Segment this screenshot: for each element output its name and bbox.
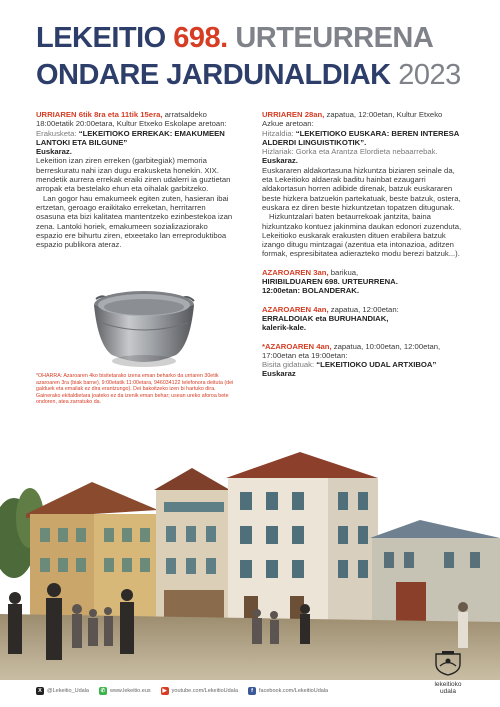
exhibition-paragraph-2: Lan gogor hau emakumeek egiten zuten, hasieran ibai ertzetan, geroago eraikitako erreketan, herritarren osasuna eta bizi kalitatea mantentzeko ezinbestekoa izan zena. Lantoki horiek, emakumeen sozializaziorako espazio ere bihurtu ziren, etxeetako lan erreproduktiboa espazio publikora ateraz. bbox=[36, 193, 233, 250]
anniversary-event bbox=[262, 268, 464, 296]
talk-title: Hitzaldia: “LEKEITIOKO EUSKARA: BEREN INTERESA ALDERDI LINGUISTIKOTIK”. bbox=[262, 128, 460, 147]
footer-social bbox=[36, 686, 328, 696]
anniversary-title: HIRIBILDUAREN 698. URTEURRENA. bbox=[262, 277, 398, 287]
talk-speakers: Hizlariak: Gorka eta Arantza Elordieta nebaarrebak. Euskaraz. bbox=[262, 147, 438, 166]
twitter-icon: X bbox=[36, 687, 44, 695]
archive-visit-event bbox=[262, 342, 464, 379]
headline-line-1 bbox=[36, 21, 433, 55]
headline-year: 2023 bbox=[398, 59, 461, 91]
giants-title: ERRALDOIAK eta BURUHANDIAK, bbox=[262, 313, 389, 323]
talk-event bbox=[262, 110, 464, 259]
archive-visit-language: Euskaraz bbox=[262, 369, 296, 379]
footer-twitter[interactable]: X @Lekeitio_Udala bbox=[36, 687, 89, 695]
coat-of-arms-icon bbox=[433, 650, 463, 676]
giants-event bbox=[262, 305, 464, 333]
registration-note bbox=[36, 373, 240, 406]
footer-facebook[interactable]: f facebook.com/LekeitioUdala bbox=[248, 687, 328, 695]
exhibition-date: URRIAREN 6tik 8ra eta 11tik 15era, arratsaldeko 18:00etatik 20:00etara, Kultur Etxeko Eskolape aretoan: bbox=[36, 110, 227, 129]
exhibition-paragraph-1: Lekeition izan ziren erreken (garbitegiak) memoria berreskuratu nahi izan dugu erakusketa honekin. XIX. mendetik aurrera errekak eraiki ziren udalerri ia guztietan arropak eta bestelako ehun eta oihalak garbitzeko. bbox=[36, 156, 231, 194]
giants-subtitle: kalerik-kale. bbox=[262, 323, 307, 333]
headline-event-name: ONDARE JARDUNALDIAK bbox=[36, 59, 391, 91]
giants-date: AZAROAREN 4an, zapatua, 12:00etan: bbox=[262, 304, 399, 314]
exhibition-title: Erakusketa: “LEKEITIOKO ERREKAK: EMAKUMEEN LANTOKI ETA BILGUNE” bbox=[36, 128, 225, 147]
headline-anniversary-number: 698. bbox=[173, 22, 228, 54]
exhibition-language: Euskaraz. bbox=[36, 147, 72, 157]
facebook-icon: f bbox=[248, 687, 256, 695]
headline-town: LEKEITIO bbox=[36, 22, 166, 54]
anniversary-date: AZAROAREN 3an, barikua, bbox=[262, 267, 359, 277]
left-column bbox=[36, 110, 236, 249]
archive-visit-date: *AZAROAREN 4an, zapatua, 10:00etan, 12:00etan, 17:00etan eta 19:00etan: bbox=[262, 341, 441, 360]
logo-text-line-2: udala bbox=[440, 688, 456, 695]
washtub-image bbox=[90, 283, 198, 371]
headline-line-2 bbox=[36, 58, 461, 92]
talk-paragraph-2: Hizkuntzalari baten betaurrekoak jantzita, baina hizkuntzako kontuez jakinmina daukan edonori zuzenduta, Lekeitioko euskarak erakusten dituen erabilera batzuk izango ditugu mintzagai (azentua eta intonazioa, aditzen formak, espresibitatea adierazteko modu berezi batzuk...). bbox=[262, 212, 462, 259]
footer-web[interactable]: ✆ www.lekeitio.eus bbox=[100, 688, 151, 694]
archive-visit-title: Bisita gidatuak: “LEKEITIOKO UDAL ARTXIBOA” bbox=[262, 360, 437, 370]
headline-anniversary-word: URTEURRENA bbox=[235, 22, 434, 54]
capacity-note-text: Gainerako ekitaldietara joateko ez da izenik eman behar; usean ureko aforoa bete ondoren, atea zarratuko da. bbox=[36, 392, 229, 406]
registration-note-text: *OHARRA: Azaroaren 4ko bisitetarako izena eman beharko da urriaren 30etik azaroaren 3ra (biak barne), 9:00etatik 11:00etara, 946034122 telefonora deituta (dei galduek eta emailak ez dira erantzungo). Dei bakoitzeko izen bi hartuko dira. bbox=[36, 373, 234, 393]
talk-date: URRIAREN 28an, zapatua, 12:00etan, Kultur Etxeko Azkue aretoan: bbox=[262, 110, 443, 129]
youtube-icon: ▶ bbox=[162, 688, 167, 694]
talk-paragraph-1: Euskararen aldakortasuna hizkuntza biziaren seinale da, eta Lekeitioko aldaerak baditu hainbat ezaugarri aldakortasun horren adibide direnak, batzuk euskararen beste hizkera batzuekin partekatuak, beste batzuk, ostera, euskara ez diren beste hizkuntzetan topatzen ditugunak. bbox=[262, 165, 461, 212]
anniversary-subtitle: 12:00etan: BOLANDERAK. bbox=[262, 286, 359, 296]
right-column bbox=[262, 110, 464, 388]
town-hall-logo bbox=[427, 650, 469, 695]
logo-text-line-1: lekeitioko bbox=[434, 681, 462, 688]
footer-youtube[interactable]: ▶ youtube.com/LekeitioUdala bbox=[162, 688, 239, 694]
whatsapp-icon: ✆ bbox=[100, 688, 106, 694]
historic-street-photo bbox=[0, 418, 500, 680]
